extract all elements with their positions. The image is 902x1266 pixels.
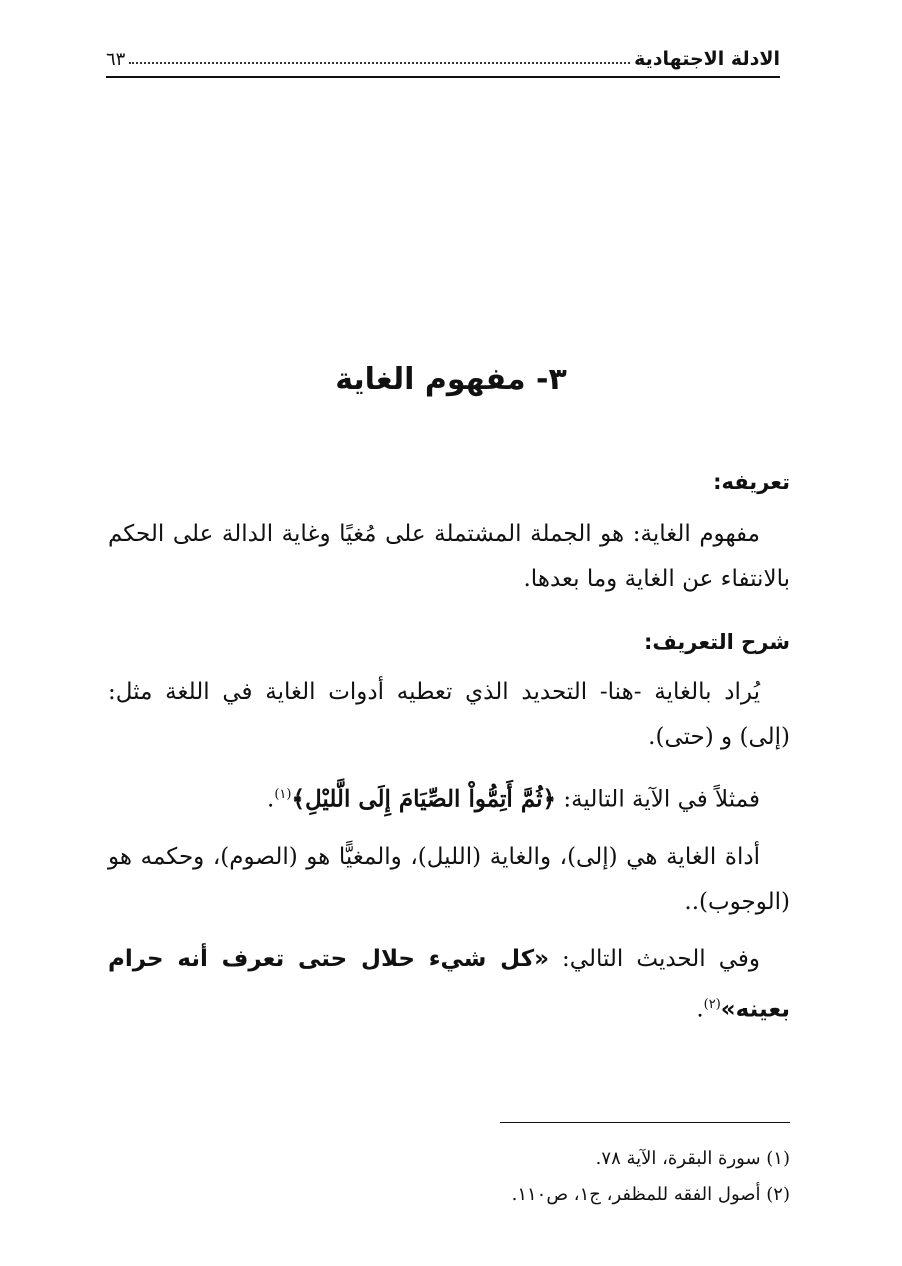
explanation-paragraph-3: أداة الغاية هي (إلى)، والغاية (الليل)، والمغيًّا هو (الصوم)، وحكمه هو (الوجوب).. <box>108 843 790 915</box>
page-number: ٦٣ <box>106 49 126 70</box>
explanation-paragraph-1: يُراد بالغاية -هنا- التحديد الذي تعطيه أدوات الغاية في اللغة مثل: (إلى) و (حتى). <box>108 679 790 750</box>
explanation-paragraph-2 <box>108 772 790 823</box>
explanation-paragraph-4 <box>108 937 790 1033</box>
header-title: الادلة الاجتهادية <box>634 48 780 70</box>
footnote-ref-2: (٢) <box>703 996 721 1012</box>
definition-paragraph: مفهوم الغاية: هو الجملة المشتملة على مُغيًا وغاية الدالة على الحكم بالانتفاء عن الغاية وما بعدها. <box>108 521 790 592</box>
header-dot-leader <box>129 61 630 64</box>
ayah-lead: فمثلاً في الآية التالية: <box>563 786 760 813</box>
footnotes <box>500 1122 790 1213</box>
hadith-quote: «كل شيء حلال حتى تعرف أنه حرام بعينه» <box>108 945 790 1023</box>
ayah-end: . <box>267 786 275 813</box>
hadith-lead: وفي الحديث التالي: <box>562 945 761 972</box>
footnote-1: (١) سورة البقرة، الآية ٧٨. <box>595 1148 790 1169</box>
chapter-title: ٣- مفهوم الغاية <box>335 362 567 397</box>
hadith-end: . <box>696 996 704 1023</box>
definition-heading: تعريفه: <box>713 470 790 494</box>
footnote-2: (٢) أصول الفقه للمظفر، ج١، ص١١٠. <box>511 1184 790 1205</box>
footnote-ref-1: (١) <box>274 787 292 802</box>
running-header <box>106 38 780 78</box>
explanation-heading: شرح التعريف: <box>643 630 790 654</box>
main-content <box>108 470 790 1032</box>
quran-verse: ﴿ثُمَّ أَتِمُّواْ الصِّيَامَ إِلَى الَّليْلِ﴾ <box>291 785 557 813</box>
footnote-separator <box>500 1122 790 1123</box>
